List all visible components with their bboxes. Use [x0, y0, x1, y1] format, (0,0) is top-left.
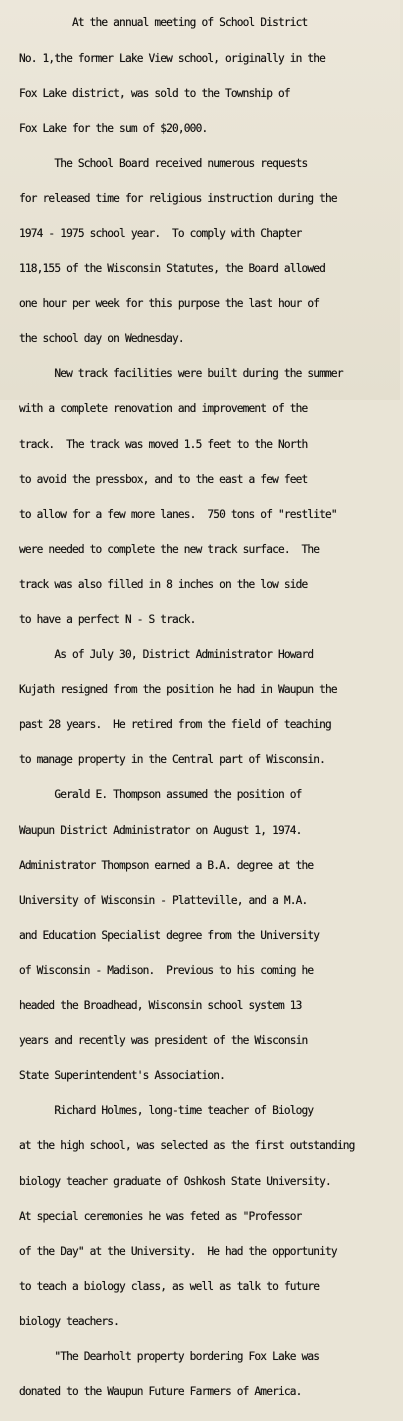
text-line: past 28 years. He retired from the field of teaching	[19, 718, 331, 732]
text-line: to manage property in the Central part of Wisconsin.	[19, 753, 326, 767]
text-line: to teach a biology class, as well as talk to future	[19, 1279, 320, 1293]
text-line: At the annual meeting of School District	[19, 16, 308, 30]
text-line: headed the Broadhead, Wisconsin school system 13	[19, 999, 302, 1013]
text-line: Fox Lake for the sum of $20,000.	[19, 121, 208, 135]
text-line: Fox Lake district, was sold to the Township of	[19, 86, 290, 100]
text-line: to have a perfect N - S track.	[19, 613, 196, 626]
text-line: At special ceremonies he was feted as "Professor	[19, 1209, 302, 1223]
text-line: The School Board received numerous requests	[19, 156, 308, 170]
text-line: to allow for a few more lanes. 750 tons of "restlite"	[19, 507, 337, 521]
text-line: to avoid the pressbox, and to the east a few feet	[19, 472, 308, 486]
text-line: Gerald E. Thompson assumed the position of	[19, 788, 302, 802]
text-line: "The Dearholt property bordering Fox Lake was	[19, 1349, 320, 1363]
text-line: the school day on Wednesday.	[19, 332, 184, 346]
text-line: and Education Specialist degree from the University	[19, 928, 320, 942]
text-line: track was also filled in 8 inches on the low side	[19, 577, 308, 591]
text-line: track. The track was moved 1.5 feet to the North	[19, 437, 308, 451]
typewritten-text	[19, 0, 403, 1421]
text-line: State Superintendent's Association.	[19, 1069, 225, 1083]
text-line: Administrator Thompson earned a B.A. degree at the	[19, 858, 314, 872]
text-line: 118,155 of the Wisconsin Statutes, the Board allowed	[19, 262, 326, 276]
text-line: Kujath resigned from the position he had in Waupun the	[19, 683, 337, 697]
text-line: with a complete renovation and improvement of the	[19, 402, 308, 416]
text-line: donated to the Waupun Future Farmers of America.	[19, 1385, 302, 1399]
text-line: Richard Holmes, long-time teacher of Biology	[19, 1104, 314, 1118]
text-line: of Wisconsin - Madison. Previous to his coming he	[19, 963, 314, 977]
text-line: As of July 30, District Administrator Howard	[19, 648, 314, 662]
text-line: were needed to complete the new track surface. The	[19, 542, 320, 556]
text-line: biology teacher graduate of Oshkosh State University.	[19, 1174, 331, 1188]
text-line: for released time for religious instruction during the	[19, 191, 337, 205]
text-line: at the high school, was selected as the first outstanding	[19, 1139, 355, 1153]
text-line: of the Day" at the University. He had the opportunity	[19, 1244, 337, 1258]
text-line: years and recently was president of the Wisconsin	[19, 1034, 308, 1048]
text-line: New track facilities were built during the summer	[19, 367, 343, 381]
text-line: biology teachers.	[19, 1314, 120, 1328]
text-line: 1974 - 1975 school year. To comply with Chapter	[19, 226, 302, 240]
text-line: one hour per week for this purpose the last hour of	[19, 297, 320, 311]
text-line: University of Wisconsin - Platteville, and a M.A.	[19, 893, 308, 907]
text-line: Waupun District Administrator on August 1, 1974.	[19, 823, 302, 837]
text-line: No. 1,the former Lake View school, originally in the	[19, 51, 326, 65]
